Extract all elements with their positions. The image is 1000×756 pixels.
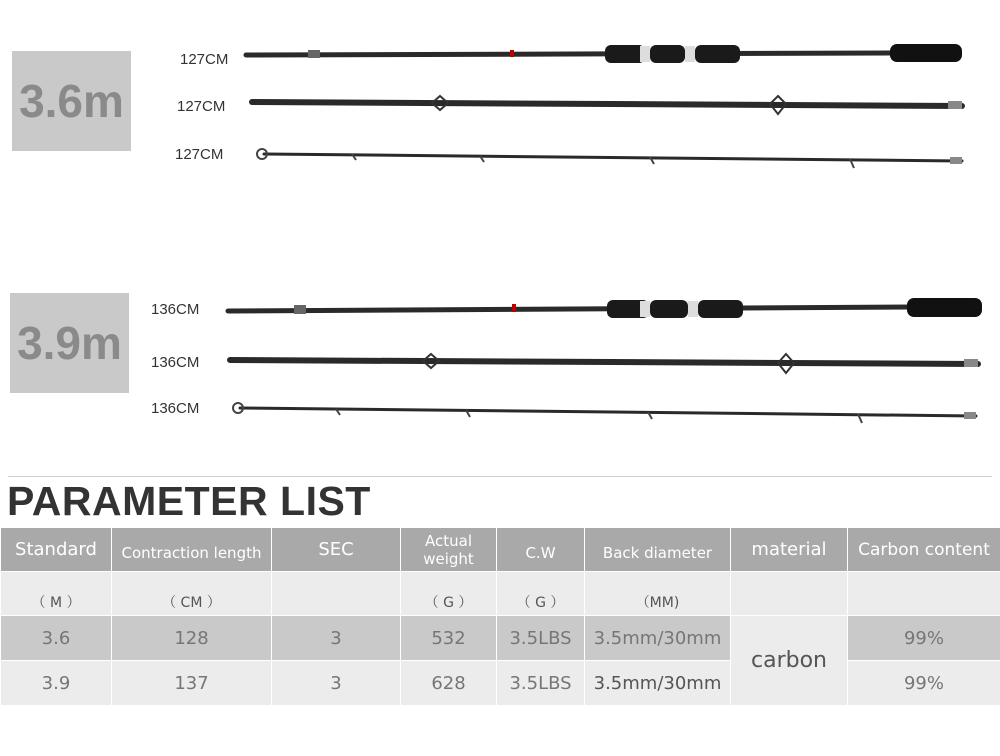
section-divider (8, 476, 992, 477)
cell-actual-weight: 532 (401, 616, 497, 661)
unit-contraction-length: （ CM ） (112, 572, 272, 616)
section-length-label: 127CM (175, 146, 224, 163)
rod-butt-section-image (240, 40, 970, 70)
table-header-row (1, 528, 1000, 572)
header-cw: C.W (497, 528, 585, 572)
cell-cw: 3.5LBS (497, 661, 585, 706)
rod-butt-section-image (222, 293, 984, 323)
section-length-label: 127CM (180, 51, 229, 68)
size-label-3-9m: 3.9m (10, 293, 129, 393)
header-back-diameter: Back diameter (585, 528, 731, 572)
parameter-table (0, 527, 1000, 706)
unit-sec (272, 572, 401, 616)
header-carbon-content: Carbon content (848, 528, 1000, 572)
section-length-label: 136CM (151, 400, 200, 417)
rod-middle-section-image (248, 92, 968, 118)
header-sec: SEC (272, 528, 401, 572)
header-material: material (731, 528, 848, 572)
header-standard: Standard (1, 528, 112, 572)
header-actual-weight-line2: weight (423, 549, 474, 568)
unit-actual-weight: （ G ） (401, 572, 497, 616)
unit-material (731, 572, 848, 616)
rod-tip-section-image (228, 398, 982, 428)
cell-standard: 3.6 (1, 616, 112, 661)
cell-carbon-content: 99% (848, 616, 1000, 661)
table-row (1, 616, 1000, 661)
header-actual-weight (401, 528, 497, 572)
unit-carbon-content (848, 572, 1000, 616)
cell-back-diameter: 3.5mm/30mm (585, 661, 731, 706)
cell-actual-weight: 628 (401, 661, 497, 706)
cell-carbon-content: 99% (848, 661, 1000, 706)
table-unit-row (1, 572, 1000, 616)
size-label-3-6m: 3.6m (12, 51, 131, 151)
table-row (1, 661, 1000, 706)
header-actual-weight-line1: Actual (425, 531, 472, 550)
rod-tip-section-image (252, 144, 968, 172)
cell-sec: 3 (272, 661, 401, 706)
section-length-label: 127CM (177, 98, 226, 115)
cell-contraction-length: 128 (112, 616, 272, 661)
parameter-list-title: PARAMETER LIST (7, 478, 371, 524)
cell-back-diameter: 3.5mm/30mm (585, 616, 731, 661)
section-length-label: 136CM (151, 354, 200, 371)
unit-standard: （ M ） (1, 572, 112, 616)
unit-cw: （ G ） (497, 572, 585, 616)
header-contraction-length: Contraction length (112, 528, 272, 572)
unit-back-diameter: （MM) (585, 572, 731, 616)
cell-standard: 3.9 (1, 661, 112, 706)
cell-sec: 3 (272, 616, 401, 661)
cell-material: carbon (731, 616, 848, 706)
section-length-label: 136CM (151, 301, 200, 318)
cell-cw: 3.5LBS (497, 616, 585, 661)
rod-middle-section-image (226, 350, 984, 378)
cell-contraction-length: 137 (112, 661, 272, 706)
